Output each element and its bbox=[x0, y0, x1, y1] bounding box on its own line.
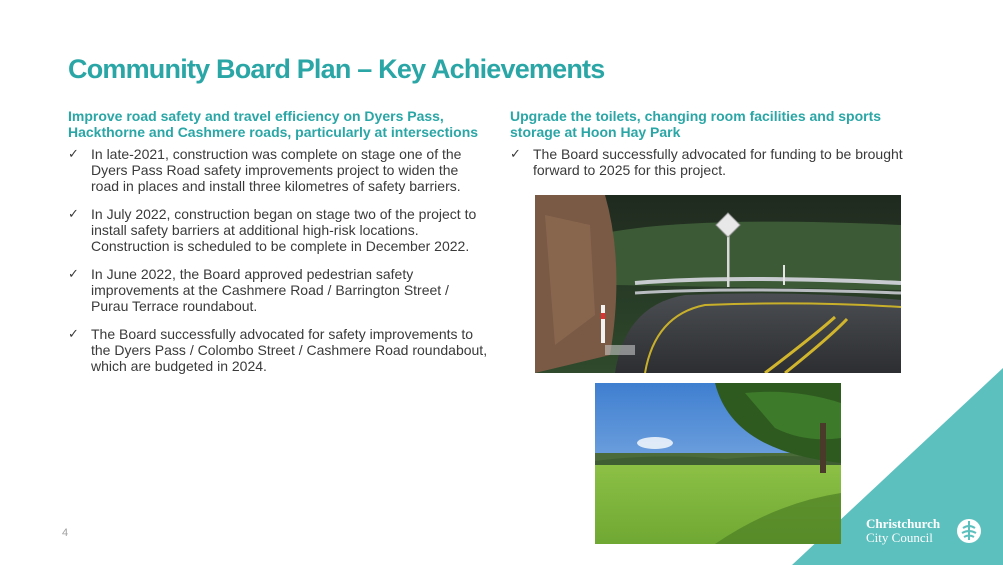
left-column bbox=[68, 108, 488, 386]
bullet-text: The Board successfully advocated for safety improvements to the Dyers Pass / Colombo Street / Cashmere Road roundabout, which are budgeted in 2024. bbox=[91, 326, 488, 374]
right-column bbox=[510, 108, 910, 190]
right-bullet-list bbox=[510, 146, 910, 178]
page-number: 4 bbox=[62, 527, 69, 539]
check-icon: ✓ bbox=[68, 146, 79, 161]
left-bullet-list bbox=[68, 146, 488, 374]
bullet-text: In late-2021, construction was complete on stage one of the Dyers Pass Road safety improvements project to widen the road in places and install three kilometres of safety barriers. bbox=[91, 146, 462, 194]
check-icon: ✓ bbox=[510, 146, 521, 161]
left-heading: Improve road safety and travel efficiency on Dyers Pass, Hackthorne and Cashmere roads, particularly at intersections bbox=[68, 108, 479, 140]
park-photo bbox=[595, 383, 841, 544]
list-item bbox=[68, 206, 488, 254]
list-item bbox=[68, 146, 488, 194]
council-logo bbox=[866, 517, 940, 545]
bullet-text: In June 2022, the Board approved pedestrian safety improvements at the Cashmere Road / Barrington Street / Purau Terrace roundabout. bbox=[91, 266, 449, 314]
bullet-text: In July 2022, construction began on stage two of the project to install safety barriers at additional high-risk locations. Construction is scheduled to be complete in December 2022. bbox=[91, 206, 477, 254]
right-heading: Upgrade the toilets, changing room facilities and sports storage at Hoon Hay Park bbox=[510, 108, 882, 140]
list-item bbox=[510, 146, 910, 178]
list-item bbox=[68, 266, 488, 314]
road-photo bbox=[535, 195, 901, 373]
check-icon: ✓ bbox=[68, 206, 79, 221]
list-item bbox=[68, 326, 488, 374]
logo-line2: City Council bbox=[866, 530, 933, 545]
page-title: Community Board Plan – Key Achievements bbox=[68, 54, 605, 84]
check-icon: ✓ bbox=[68, 266, 79, 281]
christchurch-logo-icon bbox=[956, 518, 982, 544]
logo-line1: Christchurch bbox=[866, 516, 941, 531]
bullet-text: The Board successfully advocated for funding to be brought forward to 2025 for this project. bbox=[533, 146, 903, 178]
check-icon: ✓ bbox=[68, 326, 79, 341]
